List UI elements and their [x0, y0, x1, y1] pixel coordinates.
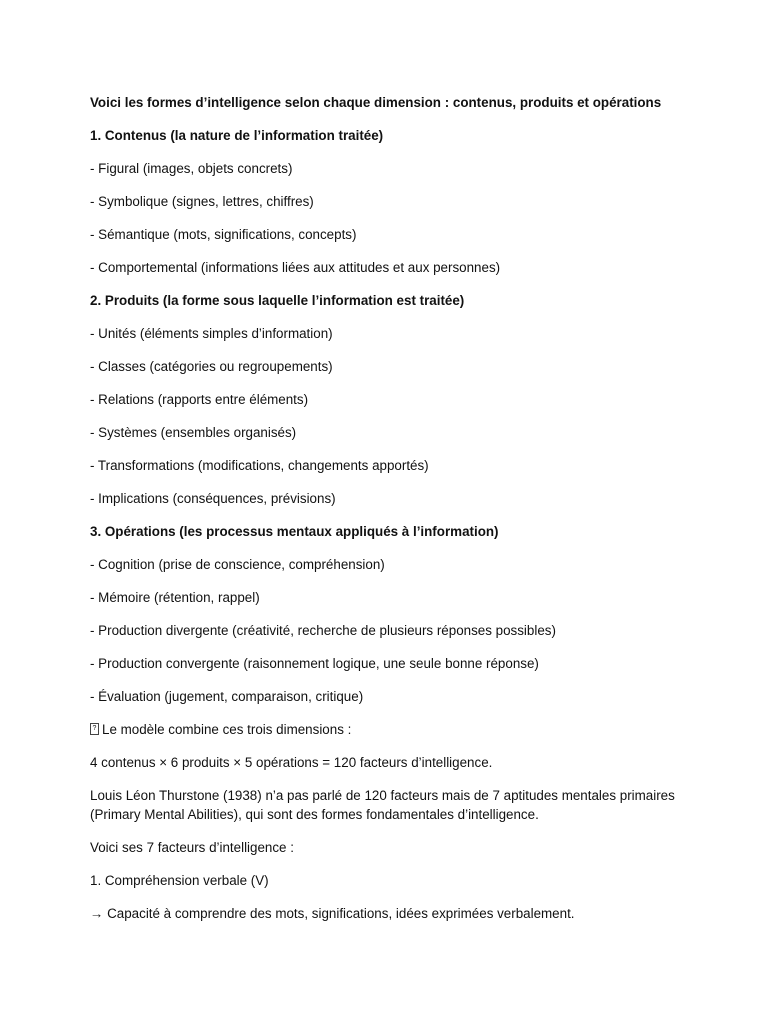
factor-item: 1. Compréhension verbale (V) [90, 873, 269, 888]
list-item: - Mémoire (rétention, rappel) [90, 590, 260, 605]
list-item: - Relations (rapports entre éléments) [90, 392, 309, 407]
section-heading-contenus: 1. Contenus (la nature de l’information traitée) [90, 128, 384, 143]
formula-line: 4 contenus × 6 produits × 5 opérations = 120 facteurs d’intelligence. [90, 755, 493, 770]
list-item: - Évaluation (jugement, comparaison, critique) [90, 689, 364, 704]
section-heading-produits: 2. Produits (la forme sous laquelle l’information est traitée) [90, 293, 465, 308]
document-body [90, 93, 690, 937]
list-item: - Transformations (modifications, changements apportés) [90, 458, 429, 473]
factor-description: → Capacité à comprendre des mots, significations, idées exprimées verbalement. [90, 906, 575, 921]
thurstone-paragraph: Louis Léon Thurstone (1938) n’a pas parlé de 120 facteurs mais de 7 aptitudes mentales primaires (Primary Mental Abilities), qui sont des formes fondamentales d’intelligence. [90, 788, 675, 822]
list-item: - Classes (catégories ou regroupements) [90, 359, 333, 374]
model-note-text: Le modèle combine ces trois dimensions : [102, 722, 352, 737]
list-item: - Comportemental (informations liées aux attitudes et aux personnes) [90, 260, 501, 275]
list-item: - Figural (images, objets concrets) [90, 161, 293, 176]
factors-intro: Voici ses 7 facteurs d’intelligence : [90, 840, 294, 855]
list-item: - Unités (éléments simples d’information) [90, 326, 333, 341]
list-item: - Sémantique (mots, significations, concepts) [90, 227, 357, 242]
list-item: - Symbolique (signes, lettres, chiffres) [90, 194, 314, 209]
list-item: - Systèmes (ensembles organisés) [90, 425, 297, 440]
intro-heading: Voici les formes d’intelligence selon chaque dimension : contenus, produits et opérations [90, 95, 662, 110]
list-item: - Cognition (prise de conscience, compréhension) [90, 557, 385, 572]
list-item: - Production convergente (raisonnement logique, une seule bonne réponse) [90, 656, 539, 671]
list-item: - Production divergente (créativité, recherche de plusieurs réponses possibles) [90, 623, 556, 638]
list-item: - Implications (conséquences, prévisions) [90, 491, 336, 506]
model-note [90, 720, 690, 739]
missing-glyph-icon: ? [90, 723, 99, 735]
section-heading-operations: 3. Opérations (les processus mentaux appliqués à l’information) [90, 524, 499, 539]
